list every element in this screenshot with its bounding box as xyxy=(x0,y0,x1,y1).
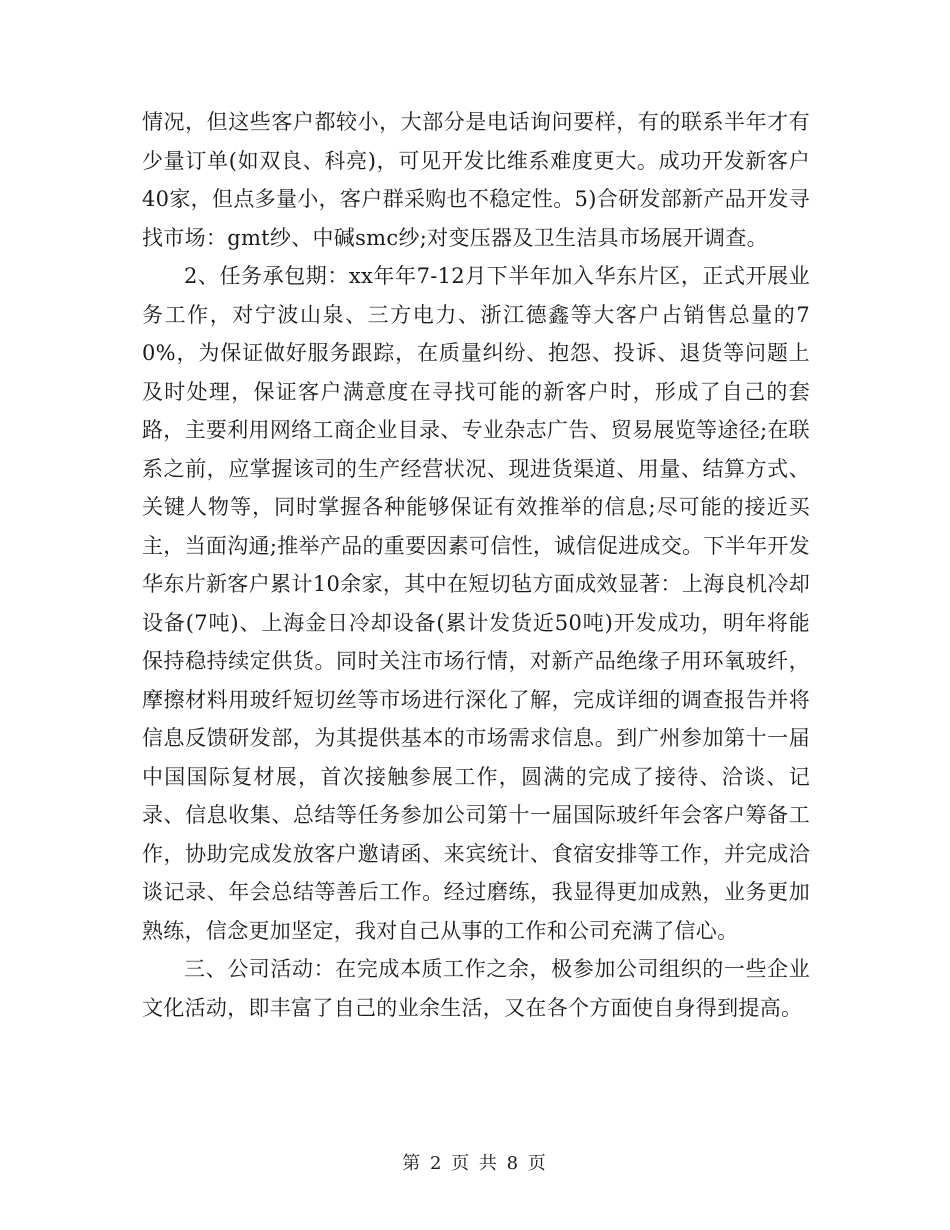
paragraph-task-contract-period: 2、任务承包期：xx年年7-12月下半年加入华东片区，正式开展业务工作，对宁波山泉、三方电力、浙江德鑫等大客户占销售总量的70%，为保证做好服务跟踪，在质量纠纷、抱怨、投诉、退货等问题上及时处理，保证客户满意度在寻找可能的新客户时，形成了自己的套路，主要利用网络工商企业目录、专业杂志广告、贸易展览等途径;在联系之前，应掌握该司的生产经营状况、现进货渠道、用量、结算方式、关键人物等，同时掌握各种能够保证有效推举的信息;尽可能的接近买主，当面沟通;推举产品的重要因素可信性，诚信促进成交。下半年开发华东片新客户累计10余家，其中在短切毡方面成效显著：上海良机冷却设备(7吨)、上海金日冷却设备(累计发货近50吨)开发成功，明年将能保持稳持续定供货。同时关注市场行情，对新产品绝缘子用环氧玻纤，摩擦材料用玻纤短切丝等市场进行深化了解，完成详细的调查报告并将信息反馈研发部，为其提供基本的市场需求信息。到广州参加第十一届中国国际复材展，首次接触参展工作，圆满的完成了接待、洽谈、记录、信息收集、总结等任务参加公司第十一届国际玻纤年会客户筹备工作，协助完成发放客户邀请函、来宾统计、食宿安排等工作，并完成洽谈记录、年会总结等善后工作。经过磨练，我显得更加成熟，业务更加熟练，信念更加坚定，我对自己从事的工作和公司充满了信心。 xyxy=(142,264,810,943)
paragraph-company-activities: 三、公司活动：在完成本质工作之余，极参加公司组织的一些企业文化活动，即丰富了自己的业余生活，又在各个方面使自身得到提高。 xyxy=(142,957,810,1020)
document-body xyxy=(142,103,810,1027)
page-number-footer: 第 2 页 共 8 页 xyxy=(402,1153,548,1174)
paragraph-continuation: 情况，但这些客户都较小，大部分是电话询问要样，有的联系半年才有少量订单(如双良、科亮)，可见开发比维系难度更大。成功开发新客户40家，但点多量小，客户群采购也不稳定性。5)合研发部新产品开发寻找市场：gmt纱、中碱smc纱;对变压器及卫生洁具市场展开调查。 xyxy=(142,110,810,250)
